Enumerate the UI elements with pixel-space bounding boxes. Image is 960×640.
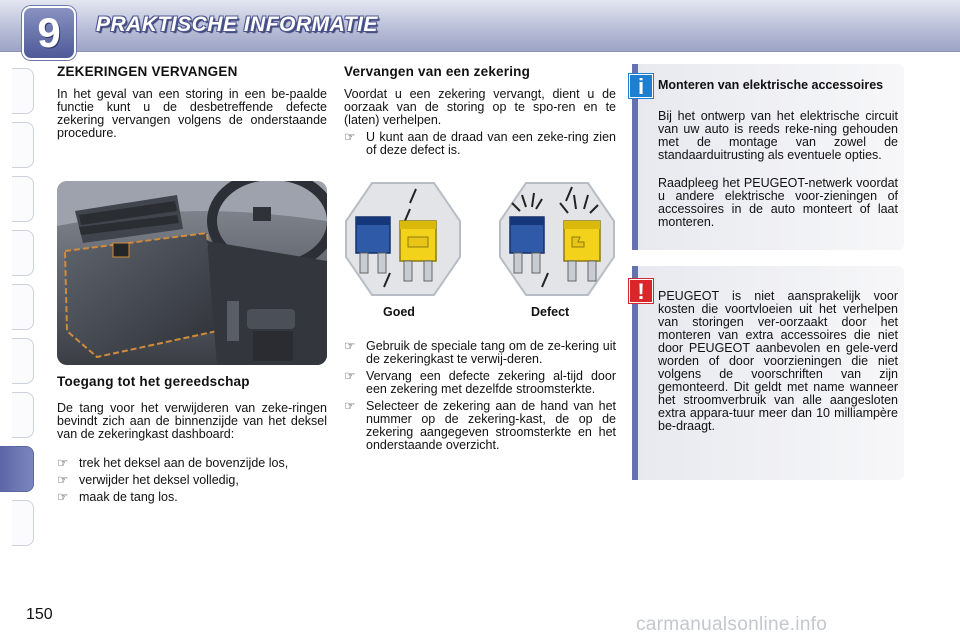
- chapter-tab[interactable]: [12, 176, 34, 222]
- fuse-good-image: [344, 181, 462, 297]
- hand-pointer-icon: ☞: [344, 130, 356, 144]
- info-paragraph-1: Bij het ontwerp van het elektrische circuit van uw auto is reeds reke-ning gehouden met de montage van zowel de standaarduitrusting als eventuele opties.: [658, 109, 898, 162]
- chapter-tab[interactable]: [12, 500, 34, 546]
- watermark: carmanualsonline.info: [636, 614, 828, 635]
- caption-good: Goed: [383, 305, 415, 319]
- hand-pointer-icon: ☞: [344, 339, 356, 353]
- hand-pointer-icon: ☞: [57, 473, 69, 487]
- replace-steps-list: [344, 340, 616, 452]
- hand-pointer-icon: ☞: [57, 490, 69, 504]
- chapter-tabs: [0, 68, 36, 578]
- chapter-tab-active[interactable]: [0, 446, 34, 492]
- hand-pointer-icon: ☞: [57, 456, 69, 470]
- fuse-defect-illustration: [498, 181, 616, 291]
- chapter-tab[interactable]: [12, 338, 34, 384]
- list-item: ☞ Gebruik de speciale tang om de ze-kering uit de zekeringkast te verwij-deren.: [344, 339, 616, 366]
- tool-intro-text: De tang voor het verwijderen van zeke-ringen bevindt zich aan de binnenzijde van het deksel van de zekeringkast dashboard:: [57, 401, 327, 441]
- info-title: Monteren van elektrische accessoires: [658, 78, 884, 92]
- caption-defect: Defect: [531, 305, 570, 319]
- list-item: ☞ Selecteer de zekering aan de hand van het nummer op de zekering-kast, de op de zekering aangegeven stroomsterkte en het onderstaande overzicht.: [344, 399, 616, 452]
- replace-intro-text: Voordat u een zekering vervangt, dient u de oorzaak van de storing op te spo-ren en te (laten) verhelpen.: [344, 87, 616, 127]
- section-heading-replace: Vervangen van een zekering: [344, 64, 531, 79]
- dashboard-illustration: [57, 181, 327, 365]
- warning-text: PEUGEOT is niet aansprakelijk voor kosten die voortvloeien uit het verhelpen van storingen ver-oorzaakt door het monteren van extra accessoires die niet door PEUGEOT aanbevolen en gele-verd worden of door voorzieningen die niet volgens de voorschriften van zijn gemonteerd. Dit geldt met name wanneer het stroomverbruik van alle aangesloten extra appara-tuur meer dan 10 milliampère be-draagt.: [658, 289, 898, 433]
- section-heading-tool: Toegang tot het gereedschap: [57, 374, 250, 389]
- chapter-tab[interactable]: [12, 68, 34, 114]
- page-title: PRAKTISCHE INFORMATIE: [96, 13, 378, 36]
- chapter-tab[interactable]: [12, 392, 34, 438]
- info-paragraph-2: Raadpleeg het PEUGEOT-netwerk voordat u andere elektrische voor-zieningen of accessoires in de auto monteert of laat monteren.: [658, 176, 898, 229]
- chapter-badge: 9: [22, 6, 76, 60]
- section-heading-fuses: ZEKERINGEN VERVANGEN: [57, 64, 238, 79]
- list-item: ☞ maak de tang los.: [57, 490, 178, 504]
- fuse-good-illustration: [344, 181, 462, 291]
- fuse-defect-image: [498, 181, 616, 297]
- chapter-tab[interactable]: [12, 230, 34, 276]
- list-item: ☞ verwijder het deksel volledig,: [57, 473, 239, 487]
- check-step: [344, 131, 616, 157]
- list-item: ☞ Vervang een defecte zekering al-tijd door een zekering met dezelfde stroomsterkte.: [344, 369, 616, 396]
- list-item: ☞ trek het deksel aan de bovenzijde los,: [57, 456, 289, 470]
- hand-pointer-icon: ☞: [344, 399, 356, 413]
- info-icon: i: [629, 74, 653, 98]
- tool-steps-list: [57, 457, 327, 504]
- list-item: ☞ U kunt aan de draad van een zeke-ring zien of deze defect is.: [344, 130, 616, 157]
- intro-text: In het geval van een storing in een be-paalde functie kunt u de desbetreffende defecte zekering vervangen volgens de onderstaande procedure.: [57, 87, 327, 140]
- warning-icon: !: [629, 279, 653, 303]
- chapter-tab[interactable]: [12, 284, 34, 330]
- chapter-tab[interactable]: [12, 122, 34, 168]
- page-number: 150: [26, 606, 53, 623]
- hand-pointer-icon: ☞: [344, 369, 356, 383]
- dashboard-image: [57, 181, 327, 365]
